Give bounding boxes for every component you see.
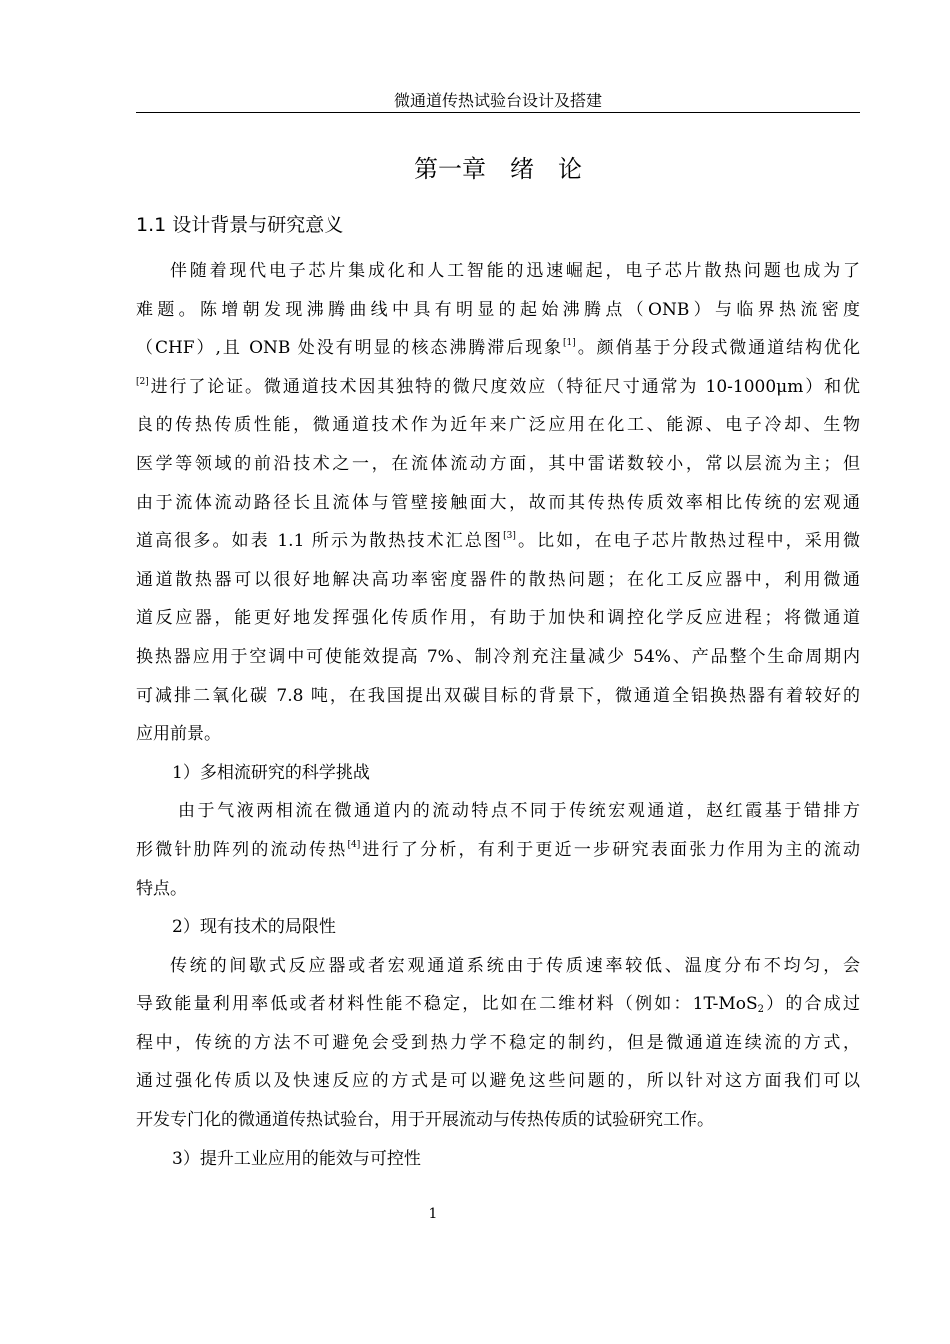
text-span: 道高很多。如表 1.1 所示为散热技术汇总图 xyxy=(136,531,504,552)
text-span: 进行了论证。微通道技术因其独特的微尺度效应（特征尺寸通常为 10-1000μm）和优 xyxy=(148,376,860,397)
list-item-heading: 2）现有技术的局限性 xyxy=(172,917,336,938)
paragraph-line: 程中，传统的方法不可避免会受到热力学不稳定的制约，但是微通道连续流的方式， xyxy=(136,1032,860,1053)
chapter-title: 第一章 绪 论 xyxy=(414,155,582,183)
text-span: ）的合成过 xyxy=(764,994,860,1015)
paragraph-line xyxy=(136,522,860,561)
paragraph-line: 可减排二氧化碳 7.8 吨，在我国提出双碳目标的背景下，微通道全铝换热器有着较好的 xyxy=(136,685,860,706)
paragraph-line xyxy=(136,831,860,870)
text-span: 。颜俏基于分段式微通道结构优化 xyxy=(575,338,860,359)
paragraph-line: 通过强化传质以及快速反应的方式是可以避免这些问题的，所以针对这方面我们可以 xyxy=(136,1071,860,1092)
paragraph-line: 通道散热器可以很好地解决高功率密度器件的散热问题；在化工反应器中，利用微通 xyxy=(136,569,860,590)
paragraph-line xyxy=(136,368,860,407)
paragraph-line: 开发专门化的微通道传热试验台，用于开展流动与传热传质的试验研究工作。 xyxy=(136,1110,714,1131)
text-span: 。比如，在电子芯片散热过程中，采用微 xyxy=(515,531,860,552)
body-text xyxy=(136,252,860,1178)
paragraph-line: 道反应器，能更好地发挥强化传质作用，有助于加快和调控化学反应进程；将微通道 xyxy=(136,608,860,629)
paragraph-line: 应用前景。 xyxy=(136,724,221,745)
paragraph-line: 传统的间歇式反应器或者宏观通道系统由于传质速率较低、温度分布不均匀，会 xyxy=(170,955,860,976)
text-span: 进行了分析，有利于更近一步研究表面张力作用为主的流动 xyxy=(360,839,860,860)
subscript: 2 xyxy=(757,1004,765,1016)
list-item-heading: 3）提升工业应用的能效与可控性 xyxy=(172,1148,421,1169)
paragraph-line: 特点。 xyxy=(136,878,187,899)
paragraph-line xyxy=(136,985,860,1024)
paragraph-line: 由于流体流动路径长且流体与管壁接触面大，故而其传热传质效率相比传统的宏观通 xyxy=(136,492,860,513)
text-span: 形微针肋阵列的流动传热 xyxy=(136,839,348,860)
citation-4: [4] xyxy=(347,839,361,850)
paragraph-line: 换热器应用于空调中可使能效提高 7%、制冷剂充注量减少 54%、产品整个生命周期内 xyxy=(136,646,860,667)
section-heading: 1.1 设计背景与研究意义 xyxy=(136,214,344,236)
citation-1: [1] xyxy=(563,338,576,349)
paragraph-line: 医学等领域的前沿技术之一，在流体流动方面，其中雷诺数较小，常以层流为主；但 xyxy=(136,453,860,474)
paragraph-line: 伴随着现代电子芯片集成化和人工智能的迅速崛起，电子芯片散热问题也成为了 xyxy=(170,261,860,281)
list-item-heading: 1）多相流研究的科学挑战 xyxy=(172,762,370,783)
paragraph-line: 由于气液两相流在微通道内的流动特点不同于传统宏观通道，赵红霞基于错排方 xyxy=(178,801,860,822)
paragraph-line: 良的传热传质性能，微通道技术作为近年来广泛应用在化工、能源、电子冷却、生物 xyxy=(136,415,860,436)
paragraph-line: 难题。陈增朝发现沸腾曲线中具有明显的起始沸腾点（ONB）与临界热流密度 xyxy=(136,299,860,320)
text-span: （CHF）,且 ONB 处没有明显的核态沸腾滞后现象 xyxy=(136,338,564,359)
citation-2: [2] xyxy=(136,376,149,387)
running-header: 微通道传热试验台设计及搭建 xyxy=(136,90,860,113)
page-number: 1 xyxy=(428,1206,438,1222)
paragraph-line xyxy=(136,329,860,368)
citation-3: [3] xyxy=(503,531,516,542)
text-span: 导致能量利用率低或者材料性能不稳定，比如在二维材料（例如：1T-MoS xyxy=(136,994,758,1015)
